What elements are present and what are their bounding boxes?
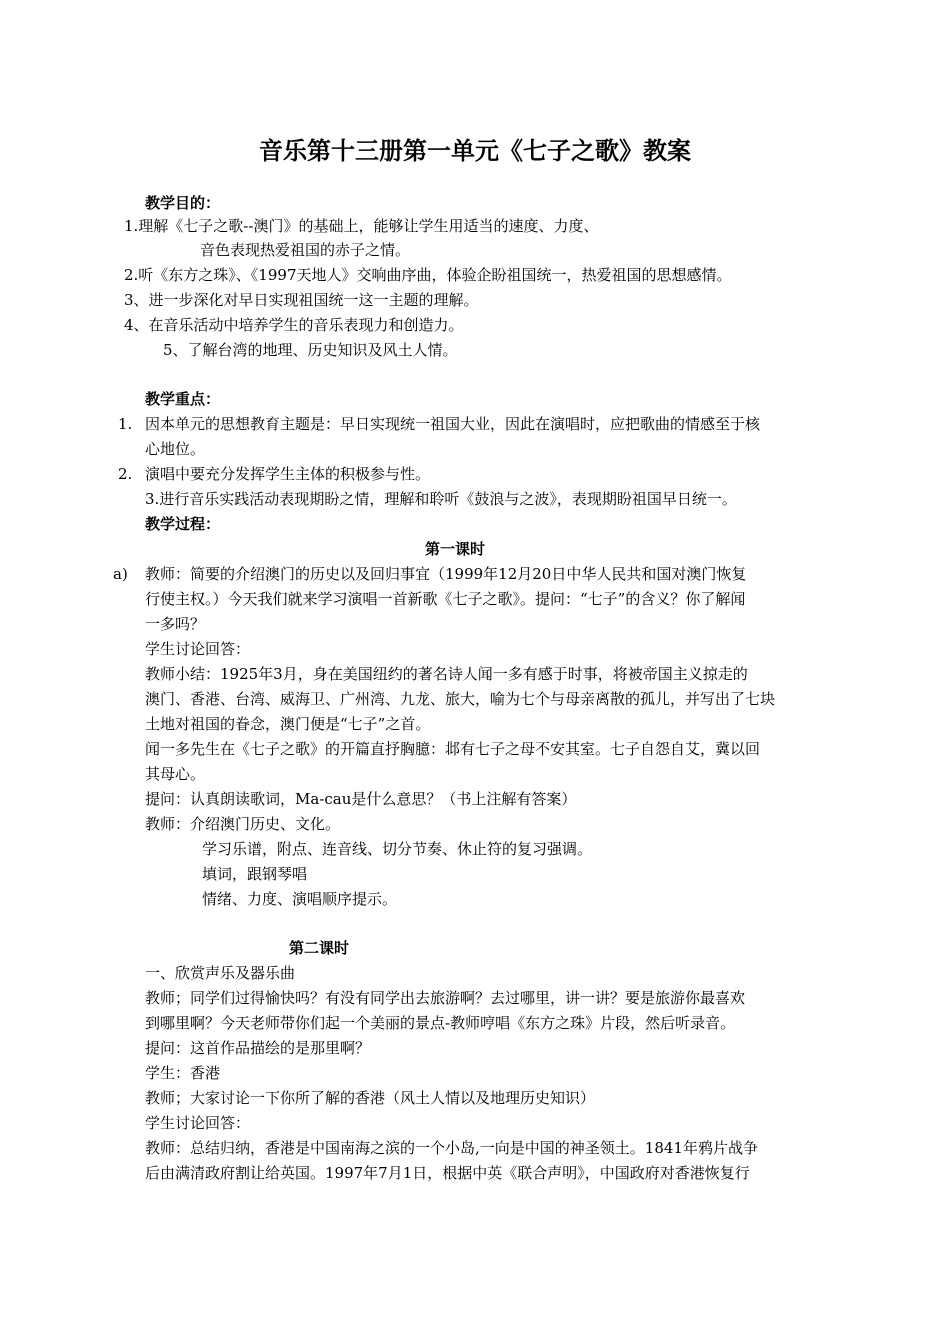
lesson2-paragraph: 教师：总结归纳，香港是中国南海之滨的一个小岛,一向是中国的神圣领土。1841年鸦片战争 [145, 1139, 758, 1157]
lesson2-heading: 第二课时 [289, 939, 350, 957]
goal-item: 3、进一步深化对早日实现祖国统一这一主题的理解。 [124, 291, 479, 309]
document-title: 音乐第十三册第一单元《七子之歌》教案 [259, 136, 691, 165]
keypoint-number: 2. [118, 465, 133, 483]
lesson1-paragraph: 行使主权。）今天我们就来学习演唱一首新歌《七子之歌》。提问：“七子”的含义？你了解闻 [145, 590, 746, 608]
lesson2-paragraph: 学生讨论回答： [145, 1114, 251, 1132]
keypoint-number: 1. [118, 415, 133, 433]
lesson2-paragraph: 教师；同学们过得愉快吗？有没有同学出去旅游啊？去过哪里，讲一讲？要是旅游你最喜欢 [145, 989, 746, 1007]
lesson1-paragraph: 土地对祖国的眷念，澳门便是“七子”之首。 [145, 715, 431, 733]
lesson1-paragraph: 教师：介绍澳门历史、文化。 [145, 815, 341, 833]
lesson1-paragraph: 其母心。 [145, 765, 206, 783]
lesson2-paragraph: 提问：这首作品描绘的是那里啊？ [145, 1039, 371, 1057]
goal-item: 1.理解《七子之歌--澳门》的基础上，能够让学生用适当的速度、力度、 [124, 217, 599, 235]
lesson1-paragraph: 一多吗？ [145, 615, 206, 633]
keypoints-heading: 教学重点： [145, 390, 221, 408]
keypoint-item: 心地位。 [145, 440, 206, 458]
lesson2-paragraph: 教师；大家讨论一下你所了解的香港（风土人情以及地理历史知识） [145, 1089, 596, 1107]
lesson1-paragraph: 澳门、香港、台湾、威海卫、广州湾、九龙、旅大，喻为七个与母亲离散的孤儿，并写出了七块 [145, 690, 776, 708]
lesson1-paragraph: 学生讨论回答： [145, 640, 251, 658]
lesson1-paragraph: 闻一多先生在《七子之歌》的开篇直抒胸臆：邶有七子之母不安其室。七子自怨自艾，冀以回 [145, 740, 761, 758]
lesson1-paragraph: 教师：简要的介绍澳门的历史以及回归事宜（1999年12月20日中华人民共和国对澳门恢复 [145, 565, 747, 583]
lesson2-paragraph: 后由满清政府割让给英国。1997年7月1日，根据中英《联合声明》，中国政府对香港恢复行 [145, 1164, 750, 1182]
lesson1-paragraph: 教师小结：1925年3月，身在美国纽约的著名诗人闻一多有感于时事，将被帝国主义掠走的 [145, 665, 748, 683]
goal-item: 4、在音乐活动中培养学生的音乐表现力和创造力。 [124, 316, 464, 334]
keypoint-item: 演唱中要充分发挥学生主体的积极参与性。 [145, 465, 431, 483]
lesson2-paragraph: 一、欣赏声乐及器乐曲 [145, 964, 296, 982]
lesson1-paragraph: 提问：认真朗读歌词，Ma-cau是什么意思？（书上注解有答案） [145, 790, 577, 808]
goal-item: 2.听《东方之珠》、《1997天地人》交响曲序曲，体验企盼祖国统一，热爱祖国的思想感情。 [124, 266, 732, 284]
lesson1-indented: 填词，跟钢琴唱 [202, 865, 308, 883]
lesson1-indented: 情绪、力度、演唱顺序提示。 [202, 890, 398, 908]
lesson2-paragraph: 学生：香港 [145, 1064, 221, 1082]
list-marker: a) [113, 565, 128, 583]
goal-item: 音色表现热爱祖国的赤子之情。 [200, 241, 411, 259]
keypoint-item: 3.进行音乐实践活动表现期盼之情，理解和聆听《鼓浪与之波》，表现期盼祖国早日统一。 [145, 490, 737, 508]
process-heading: 教学过程： [145, 515, 221, 533]
lesson1-indented: 学习乐谱，附点、连音线、切分节奏、休止符的复习强调。 [202, 840, 593, 858]
keypoint-item: 因本单元的思想教育主题是：早日实现统一祖国大业，因此在演唱时，应把歌曲的情感至于核 [145, 415, 761, 433]
lesson1-heading: 第一课时 [424, 540, 485, 558]
lesson2-paragraph: 到哪里啊？今天老师带你们起一个美丽的景点-教师哼唱《东方之珠》片段，然后听录音。 [145, 1014, 736, 1032]
goals-heading: 教学目的： [145, 194, 221, 212]
goal-item: 5、了解台湾的地理、历史知识及风土人情。 [163, 341, 458, 359]
